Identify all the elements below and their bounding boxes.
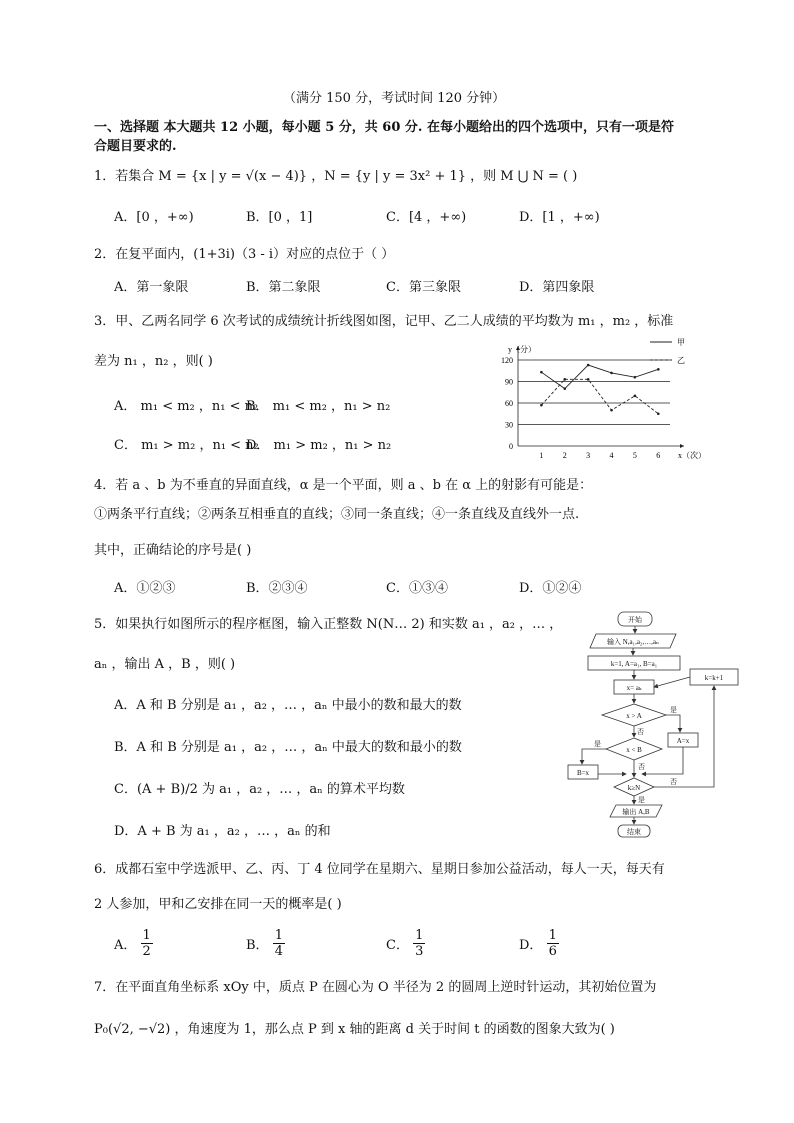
q6-option-d-label: D． [519, 938, 543, 953]
flow-end-label: 结束 [627, 828, 641, 836]
q6-option-a [114, 928, 153, 959]
flow-yes-1: 是 [670, 706, 677, 714]
series-jia-point [587, 364, 590, 367]
y-tick-label: 90 [505, 377, 513, 387]
q2-option-b: B．第二象限 [246, 280, 321, 295]
q4-option-b: B．②③④ [246, 581, 308, 596]
series-yi-point [587, 378, 590, 381]
q6-option-c-den: 3 [415, 944, 424, 959]
q3-option-a: A． m₁ < m₂ ，n₁ < n₂ [114, 399, 259, 414]
q5-option-d: D．A + B 为 a₁ ，a₂ ，… ，aₙ 的和 [114, 824, 331, 839]
flow-set-a-label: A=x [676, 737, 690, 745]
flow-cond-gt-label: x > A [626, 712, 642, 720]
q6-option-c [386, 928, 425, 959]
q6-stem-line2: 2 人参加，甲和乙安排在同一天的概率是( ) [94, 897, 342, 912]
q6-option-a-num: 1 [142, 928, 151, 943]
y-tick-label: 30 [505, 420, 513, 430]
series-yi-point [634, 395, 637, 398]
y-tick-label: 0 [509, 442, 513, 451]
x-tick-label: 3 [586, 451, 591, 460]
section-heading-line2: 合题目要求的. [94, 139, 177, 154]
x-axis-label: x（次） [678, 451, 706, 460]
flow-increment-label: k=k+1 [704, 674, 724, 682]
section-heading-line1: 一、选择题 本大题共 12 小题，每小题 5 分，共 60 分. 在每小题给出的四个选项中，只有一项是符 [94, 120, 674, 135]
q6-option-b-den: 4 [274, 944, 283, 959]
q6-option-a-den: 2 [142, 944, 151, 959]
series-yi-point [563, 378, 566, 381]
series-yi-point [610, 409, 613, 412]
q1-option-b: B．[0 ，1] [246, 210, 313, 225]
program-flowchart [562, 608, 742, 840]
x-tick-label: 5 [632, 451, 637, 460]
q6-option-d [519, 928, 559, 959]
q3-stem-line2: 差为 n₁ ，n₂ ，则( ) [94, 354, 213, 369]
q3-option-c: C． m₁ > m₂ ，n₁ < n₂ [114, 438, 259, 453]
exam-note: （满分 150 分，考试时间 120 分钟） [283, 91, 506, 106]
y-tick-label: 60 [505, 399, 513, 408]
q4-option-d: D．①②④ [519, 581, 582, 596]
series-jia-point [657, 368, 660, 371]
flow-no-1: 否 [637, 728, 644, 736]
series-jia-point [563, 387, 566, 390]
q4-stem-line3: 其中，正确结论的序号是( ) [94, 543, 252, 558]
series-jia-line [541, 365, 658, 389]
q6-option-a-label: A． [114, 938, 137, 953]
q5-option-c: C．(A + B)/2 为 a₁ ，a₂ ，… ，aₙ 的算术平均数 [114, 782, 405, 797]
series-yi-point [540, 404, 543, 407]
q3-option-d: D． m₁ > m₂ ，n₁ > n₂ [246, 438, 392, 453]
q5-stem-line2: aₙ ，输出 A ，B ，则( ) [94, 657, 236, 672]
q3-stem-line1: 3．甲、乙两名同学 6 次考试的成绩统计折线图如图，记甲、乙二人成绩的平均数为 m₁ ，m₂ ，标准 [94, 314, 674, 329]
q3-option-b: B． m₁ < m₂ ，n₁ > n₂ [246, 399, 391, 414]
q4-option-a: A．①②③ [114, 581, 176, 596]
q6-option-d-num: 1 [548, 928, 557, 943]
q1-option-d: D．[1 ，+∞) [519, 210, 600, 225]
y-tick-label: 120 [501, 356, 513, 365]
q2-option-a: A．第一象限 [114, 280, 189, 295]
x-tick-label: 6 [656, 451, 661, 460]
series-yi-point [657, 412, 660, 415]
q1-stem: 1．若集合 M = {x | y = √(x − 4)} ，N = {y | y = 3x² + 1} ，则 M ⋃ N = ( ) [94, 169, 578, 184]
x-tick-label: 2 [562, 451, 567, 460]
series-jia-point [610, 372, 613, 375]
q2-stem: 2．在复平面内，(1+3i)（3 - i）对应的点位于（ ） [94, 247, 395, 262]
q6-option-b [246, 928, 285, 959]
x-axis-arrow [680, 444, 684, 448]
q6-option-b-label: B． [246, 938, 269, 953]
q6-option-c-label: C． [386, 938, 409, 953]
q2-option-c: C．第三象限 [386, 280, 461, 295]
series-jia-point [634, 376, 637, 379]
q5-option-a: A．A 和 B 分别是 a₁ ，a₂ ，… ，aₙ 中最小的数和最大的数 [114, 698, 462, 713]
q7-stem-line1: 7．在平面直角坐标系 xOy 中，质点 P 在圆心为 O 半径为 2 的圆周上逆时针运动，其初始位置为 [94, 980, 657, 995]
flow-no-2: 否 [638, 763, 645, 771]
legend-label: 甲 [677, 338, 685, 347]
y-axis-label: y（分） [508, 345, 536, 354]
q1-option-a: A．[0 ，+∞) [114, 210, 194, 225]
series-jia-point [540, 371, 543, 374]
flow-cond-lt-label: x < B [626, 746, 642, 754]
legend-label: 乙 [677, 356, 685, 365]
flow-yes-2: 是 [594, 740, 601, 748]
q6-option-b-num: 1 [274, 928, 283, 943]
q5-option-b: B．A 和 B 分别是 a₁ ，a₂ ，… ，aₙ 中最大的数和最小的数 [114, 740, 462, 755]
q4-option-c: C．①③④ [386, 581, 448, 596]
flow-yes-3: 是 [638, 796, 645, 804]
flow-init-label: k=1, A=a₁, B=a₁ [610, 660, 658, 668]
score-line-chart [490, 332, 715, 462]
q6-option-d-den: 6 [548, 944, 557, 959]
flow-no-3: 否 [670, 778, 677, 786]
flow-output-label: 输出 A,B [622, 808, 650, 816]
x-tick-label: 4 [609, 451, 614, 460]
q6-stem-line1: 6．成都石室中学选派甲、乙、丙、丁 4 位同学在星期六、星期日参加公益活动，每人一天，每天有 [94, 862, 665, 877]
q7-stem-line2: P₀(√2, −√2) ，角速度为 1，那么点 P 到 x 轴的距离 d 关于时间 t 的函数的图象大致为( ) [94, 1022, 615, 1037]
flow-assign-label: x= aₖ [626, 684, 642, 692]
x-tick-label: 1 [539, 451, 544, 460]
flow-input-label: 输入 N,a₁,a₂,…,aₙ [606, 638, 660, 646]
flow-start-label: 开始 [628, 616, 642, 624]
q2-option-d: D．第四象限 [519, 280, 595, 295]
q4-stem-line2: ①两条平行直线；②两条互相垂直的直线；③同一条直线；④一条直线及直线外一点. [94, 507, 580, 522]
flow-set-b-label: B=x [576, 769, 590, 777]
q6-option-c-num: 1 [415, 928, 424, 943]
q4-stem-line1: 4．若 a 、b 为不垂直的异面直线，α 是一个平面，则 a 、b 在 α 上的射影有可能是： [94, 478, 593, 493]
q5-stem-line1: 5．如果执行如图所示的程序框图，输入正整数 N(N… 2) 和实数 a₁ ，a₂ ，… ， [94, 617, 563, 632]
q1-option-c: C．[4 ，+∞) [386, 210, 467, 225]
flow-cond-k-label: k≥N [627, 784, 641, 792]
